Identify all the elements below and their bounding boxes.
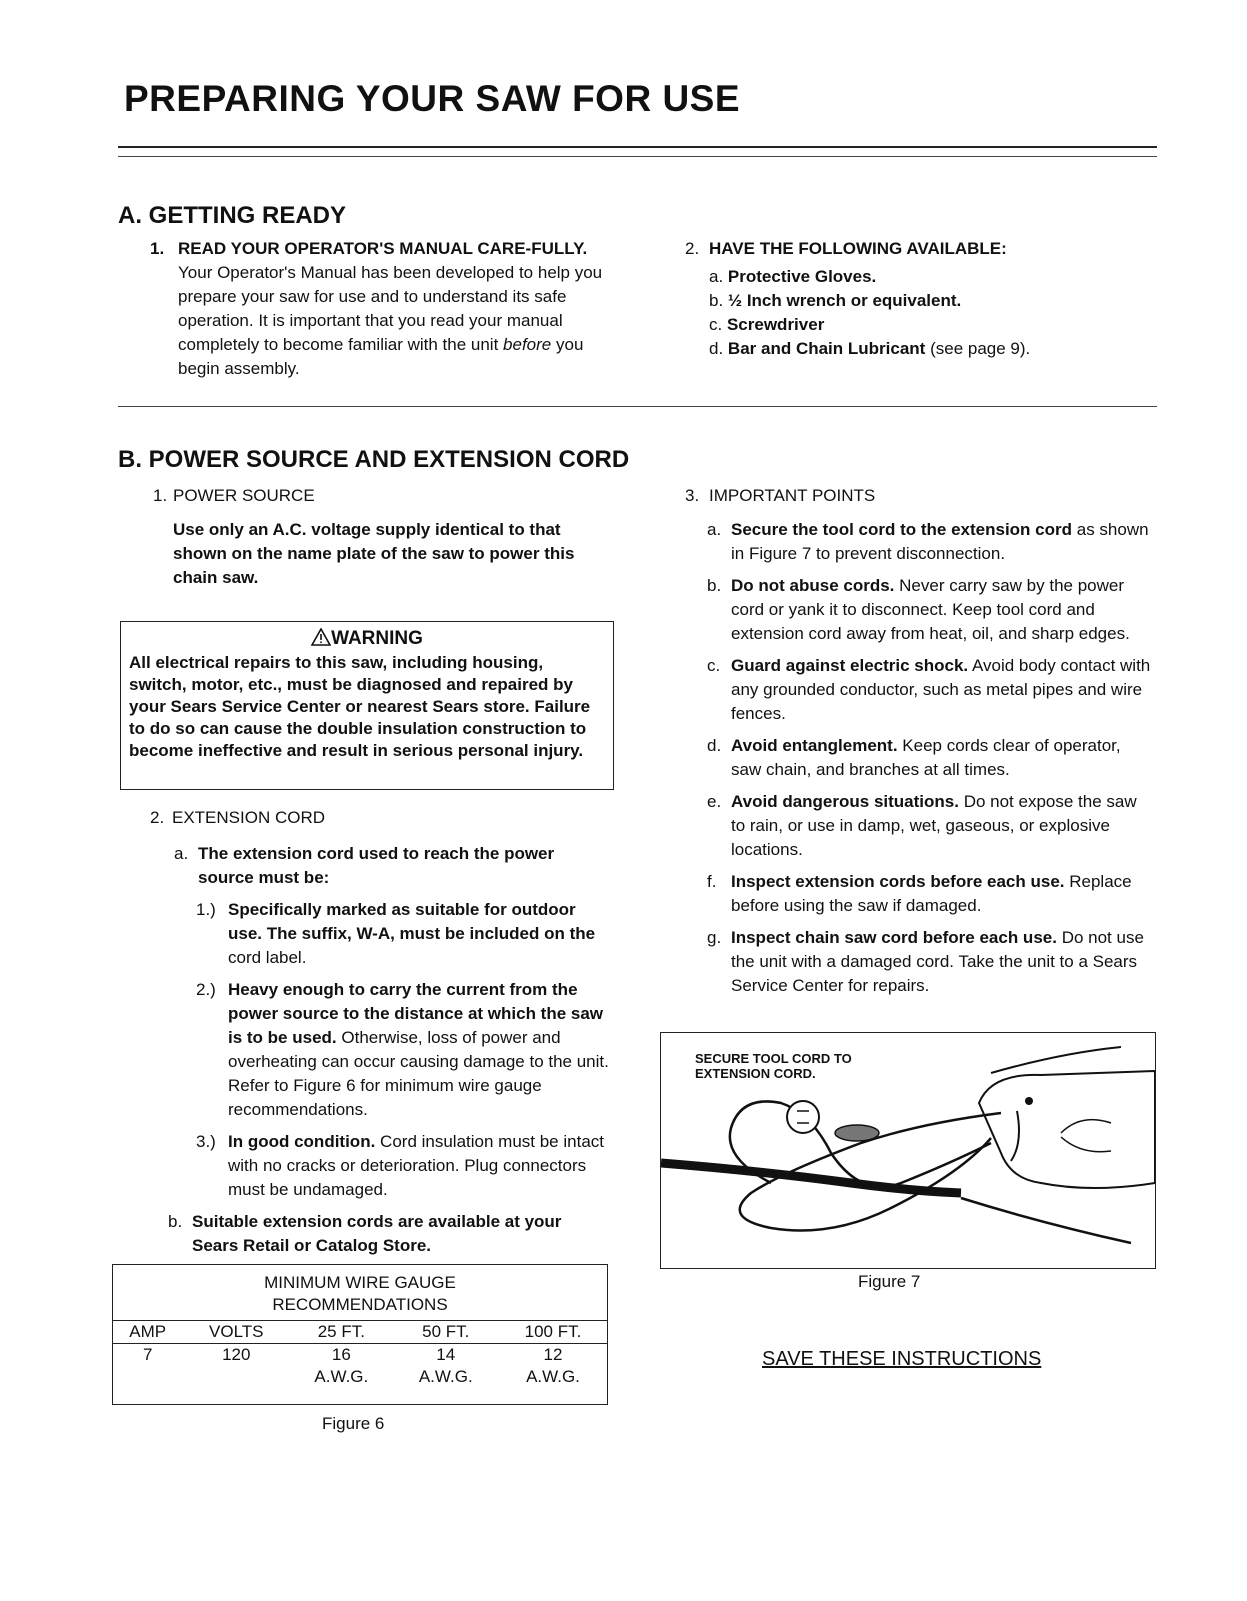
title-rule-bottom <box>118 156 1157 157</box>
requirement-1: 1.) Specifically marked as suitable for outdoor use. The suffix, W-A, must be included on the cord label. <box>196 900 596 967</box>
figure-7-box <box>660 1032 1156 1269</box>
table-row: 7 120 16 14 12 <box>142 1345 563 1364</box>
item-lead: HAVE THE FOLLOWING AVAILABLE: <box>709 239 1007 258</box>
figure-7-caption: Figure 7 <box>858 1272 921 1291</box>
item-number: 2. <box>150 808 165 827</box>
save-instructions: SAVE THESE INSTRUCTIONS <box>762 1348 1042 1370</box>
table-title: RECOMMENDATIONS <box>112 1294 608 1321</box>
list-item: d. Bar and Chain Lubricant (see page 9). <box>709 339 1031 358</box>
warning-heading: WARNING <box>129 628 605 650</box>
table-header: 100 FT. <box>524 1322 582 1341</box>
warning-triangle-icon <box>311 628 331 646</box>
title-rule-top <box>118 146 1157 148</box>
table-header: AMP <box>129 1322 167 1341</box>
item-number: 3. <box>685 486 700 505</box>
table-header: 25 FT. <box>317 1322 365 1341</box>
figure-7-label: SECURE TOOL CORD TO EXTENSION CORD. <box>695 1051 852 1081</box>
power-source-text: Use only an A.C. voltage supply identical to that shown on the name plate of the saw to power this chain saw. <box>173 520 575 587</box>
list-item: a. Protective Gloves. <box>709 267 877 286</box>
figure-6-caption: Figure 6 <box>322 1414 385 1433</box>
requirement-3: 3.) In good condition. Cord insulation must be intact with no cracks or deterioration. Plug connectors must be undamaged. <box>196 1132 604 1199</box>
item-body-end: you begin assembly. <box>178 335 584 378</box>
list-item: c. Screwdriver <box>709 315 825 334</box>
cord-illustration <box>661 1033 1155 1268</box>
table-row: A.W.G. A.W.G. A.W.G. <box>314 1367 580 1386</box>
important-points <box>685 484 1155 998</box>
item-lead: POWER SOURCE <box>173 486 315 505</box>
section-a-heading: A. GETTING READY <box>118 202 347 229</box>
section-divider <box>118 406 1157 407</box>
section-b-heading: B. POWER SOURCE AND EXTENSION CORD <box>118 446 630 473</box>
item-body: Your Operator's Manual has been developed to help you prepare your saw for use and to understand its safe operation. It is important that you read your manual completely to become familiar with the unit <box>178 263 603 354</box>
supplies-list <box>685 265 1155 361</box>
page-title: PREPARING YOUR SAW FOR USE <box>124 78 741 119</box>
table-title: MINIMUM WIRE GAUGE <box>264 1273 456 1292</box>
point-c: c. Guard against electric shock. Avoid body contact with any grounded conductor, such as metal pipes and wire fences. <box>707 656 1151 723</box>
wire-gauge-table <box>112 1264 608 1388</box>
item-body-emphasis: before <box>503 335 552 354</box>
requirement-2: 2.) Heavy enough to carry the current from the power source to the distance at which the saw is to be used. Otherwise, loss of power and overheating can occur causing damage to the unit. Refer to Figure 6 for minimum wire gauge recommendations. <box>196 980 609 1119</box>
point-b: b. Do not abuse cords. Never carry saw by the power cord or yank it to disconnect. Keep tool cord and extension cord away from heat, oil, and sharp edges. <box>707 576 1130 643</box>
extension-cord-a: a. The extension cord used to reach the power source must be: <box>174 844 555 887</box>
point-e: e. Avoid dangerous situations. Do not expose the saw to rain, or use in damp, wet, gaseous, or explosive locations. <box>707 792 1137 859</box>
point-f: f. Inspect extension cords before each use. Replace before using the saw if damaged. <box>707 872 1132 915</box>
getting-ready-item-2 <box>685 237 1155 361</box>
item-lead: READ YOUR OPERATOR'S MANUAL CARE-FULLY. <box>178 239 588 258</box>
table-header: 50 FT. <box>422 1322 470 1341</box>
item-number: 1. <box>150 239 165 258</box>
list-item: b. ½ Inch wrench or equivalent. <box>709 291 962 310</box>
point-a: a. Secure the tool cord to the extension cord as shown in Figure 7 to prevent disconnection. <box>707 520 1149 563</box>
item-number: 1. <box>153 486 168 505</box>
item-lead: IMPORTANT POINTS <box>709 486 876 505</box>
point-g: g. Inspect chain saw cord before each use. Do not use the unit with a damaged cord. Take the unit to a Sears Service Center for repairs. <box>707 928 1144 995</box>
warning-box <box>120 621 614 790</box>
extension-cord-b: b. Suitable extension cords are available at your Sears Retail or Catalog Store. <box>168 1212 562 1255</box>
table-header: VOLTS <box>209 1322 264 1341</box>
item-lead: EXTENSION CORD <box>172 808 326 827</box>
getting-ready-item-1 <box>150 237 620 381</box>
power-source <box>153 484 613 590</box>
extension-cord <box>150 806 612 1258</box>
item-number: 2. <box>685 239 700 258</box>
warning-text: All electrical repairs to this saw, including housing, switch, motor, etc., must be diagnosed and repaired by your Sears Service Center or nearest Sears store. Failure to do so can cause the double insulation construction to become ineffective and result in serious personal injury. <box>129 653 591 760</box>
point-d: d. Avoid entanglement. Keep cords clear of operator, saw chain, and branches at all times. <box>707 736 1121 779</box>
